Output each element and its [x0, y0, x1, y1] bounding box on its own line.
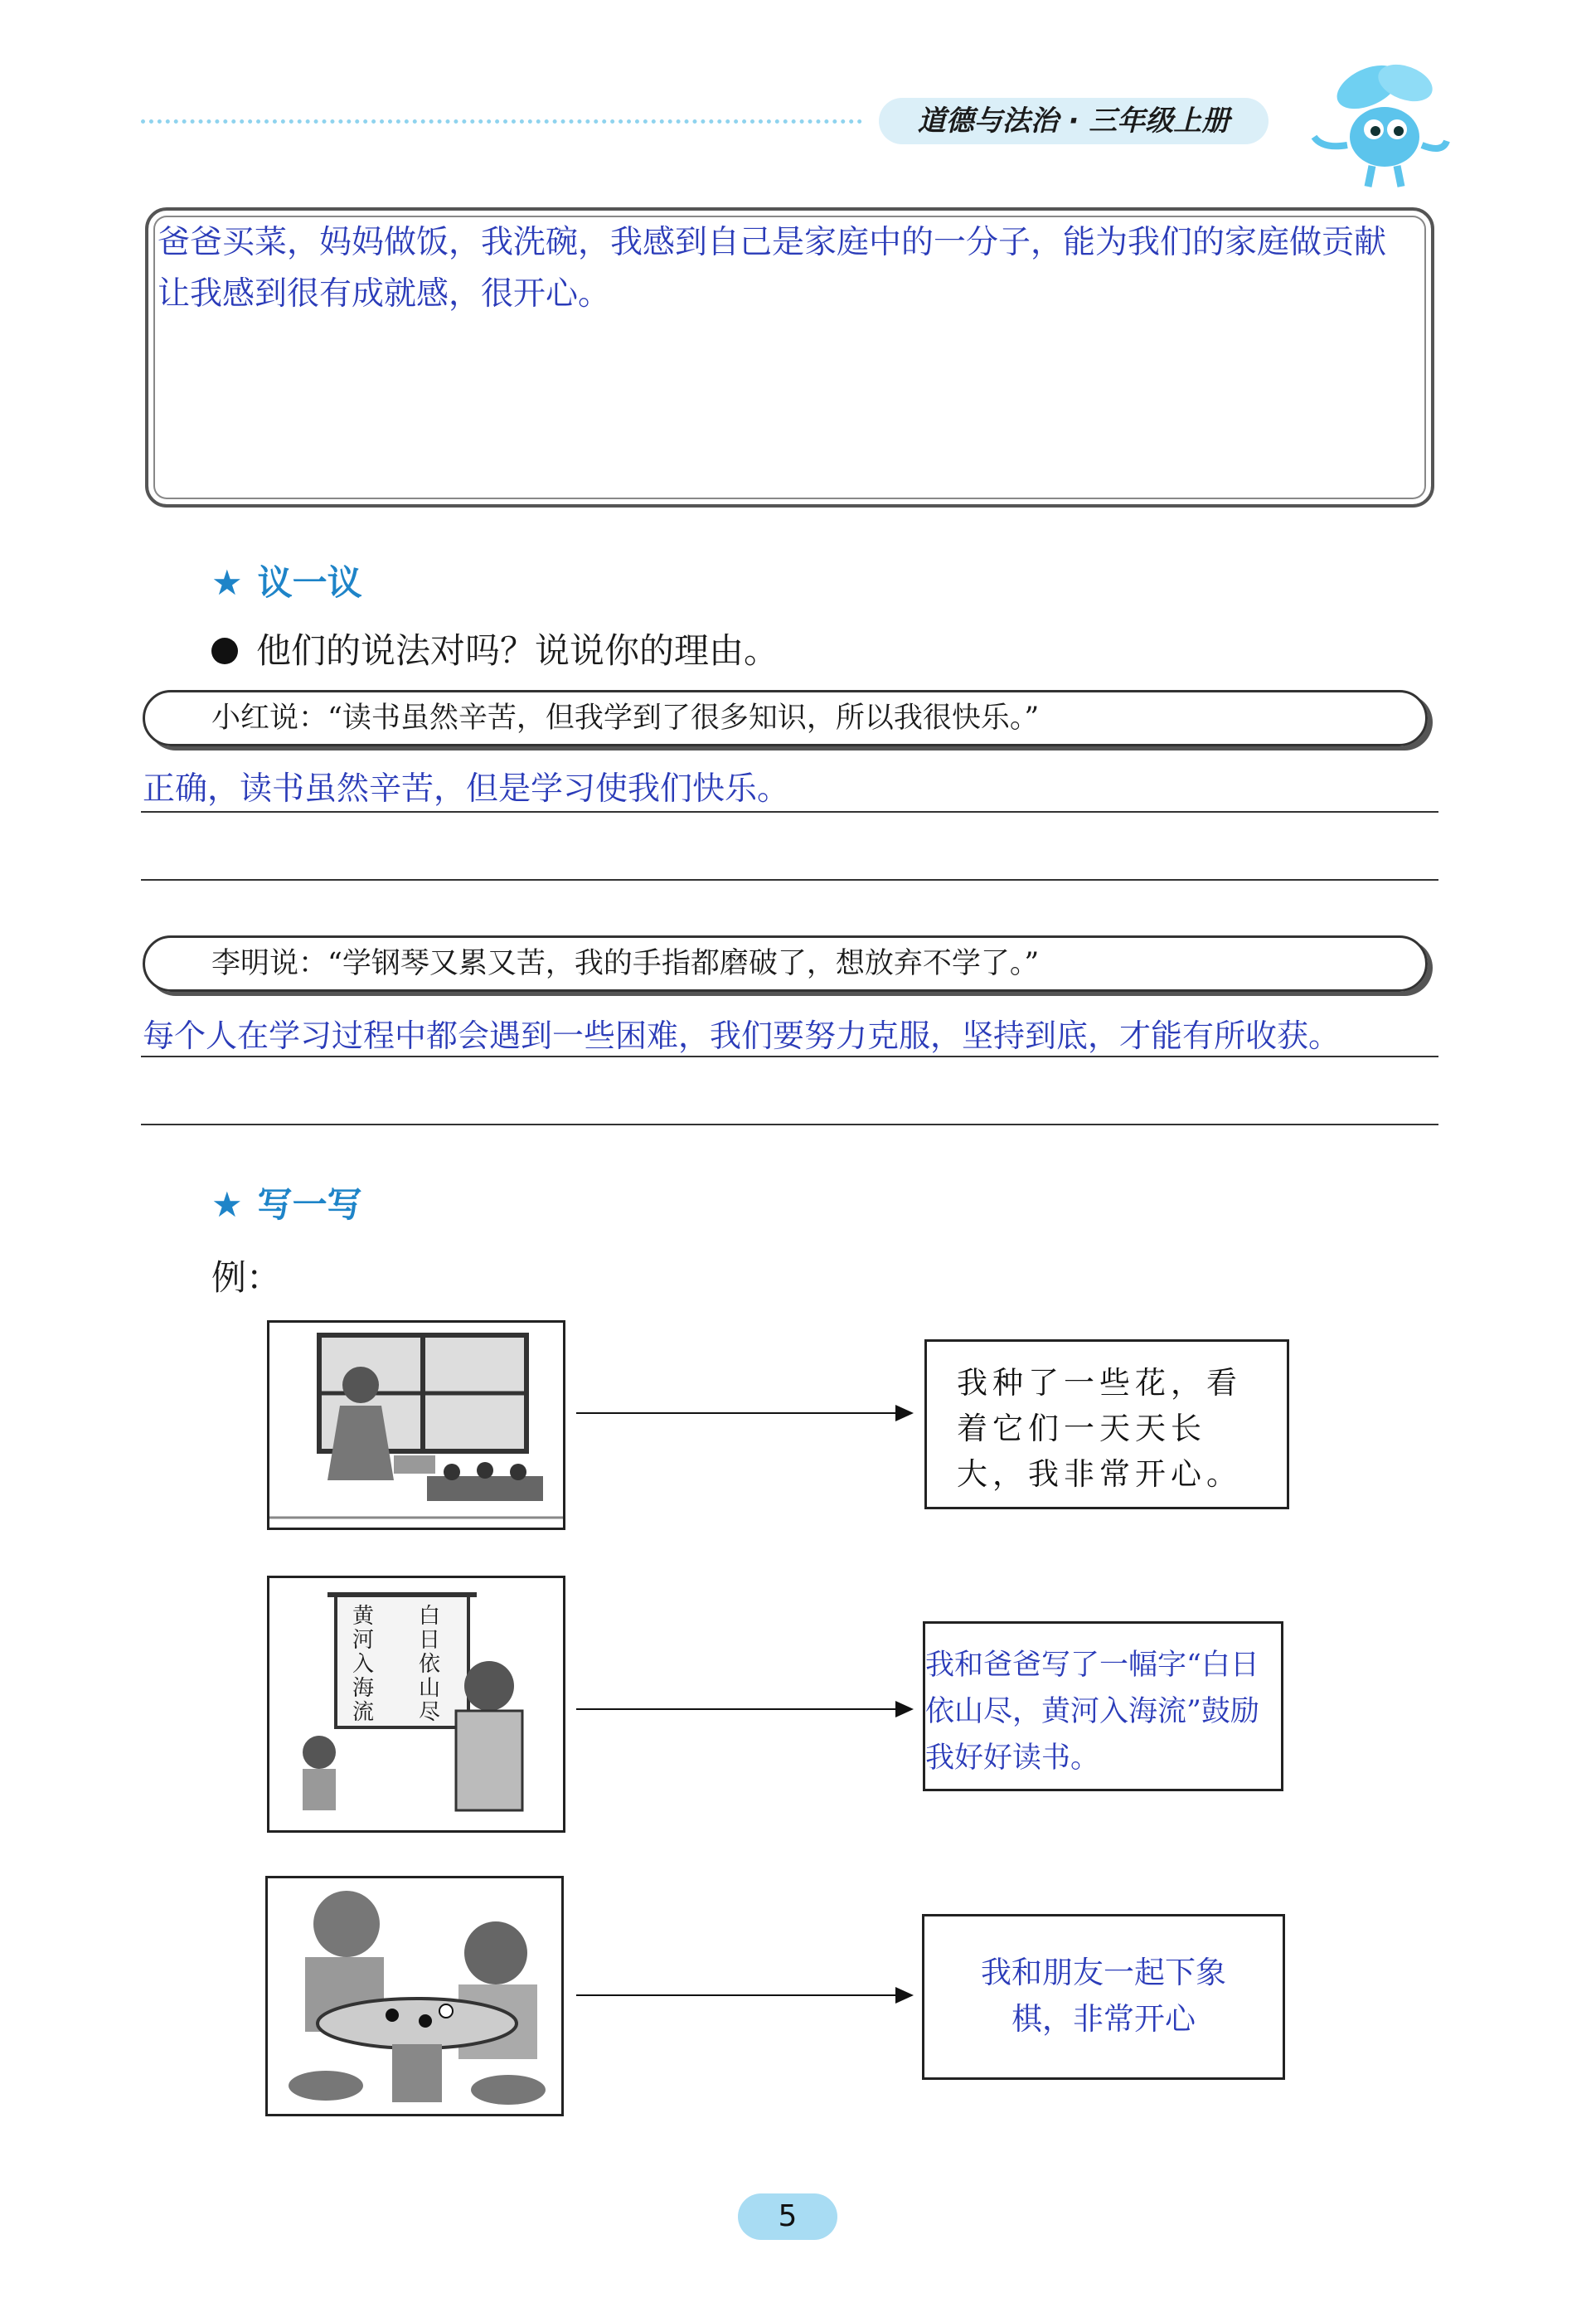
- header-dotted-line: [141, 119, 862, 124]
- answer-text-box: [923, 1621, 1283, 1791]
- girl-watering-icon: [269, 1323, 565, 1530]
- book-title: 道德与法治 · 三年级上册: [879, 98, 1269, 144]
- answer-line: [141, 1124, 1438, 1125]
- answer-text: 我和朋友一起下象棋，非常开心: [981, 1955, 1226, 2037]
- answer-line: [141, 1056, 1438, 1057]
- picture-girl-watering: [267, 1320, 565, 1530]
- star-icon: ★: [211, 1184, 243, 1225]
- arrow-icon: [576, 1412, 912, 1414]
- answer-line: [141, 879, 1438, 881]
- discuss-heading-label: 议一议: [257, 562, 362, 603]
- picture-chess: [265, 1876, 564, 2116]
- arrow-icon: [576, 1994, 912, 1996]
- speech-pill-xiaohong: 小红说：“读书虽然辛苦，但我学到了很多知识，所以我很快乐。”: [143, 690, 1428, 746]
- write-heading-label: 写一写: [257, 1184, 362, 1225]
- write-heading: [211, 1178, 362, 1227]
- question-text: 他们的说法对吗？说说你的理由。: [256, 630, 779, 671]
- star-icon: ★: [211, 562, 243, 603]
- mascot-icon: [1289, 50, 1455, 191]
- picture-calligraphy: [267, 1576, 565, 1833]
- answer-text-box: [922, 1914, 1285, 2080]
- page-number: 5: [738, 2193, 837, 2240]
- example-label: 例：: [211, 1257, 282, 1298]
- example-text-box: [924, 1339, 1289, 1509]
- answer-text: 我和爸爸写了一幅字“白日依山尽，黄河入海流”鼓励我好好读书。: [925, 1649, 1259, 1775]
- speech-pill-liming: 李明说：“学钢琴又累又苦，我的手指都磨破了，想放弃不学了。”: [143, 935, 1428, 992]
- answer-line: [141, 811, 1438, 813]
- scroll-left-text: 黄河入海流: [352, 1604, 375, 1725]
- calligraphy-scene-icon: [269, 1578, 565, 1833]
- example-text: 我种了一些花，看着它们一天天长大，我非常开心。: [957, 1365, 1242, 1492]
- answer-box-text: 爸爸买菜，妈妈做饭，我洗碗，我感到自己是家庭中的一分子，能为我们的家庭做贡献让我感到很有成就感，很开心。: [158, 224, 1387, 313]
- answer-liming: 每个人在学习过程中都会遇到一些困难，我们要努力克服，坚持到底，才能有所收获。: [143, 1018, 1341, 1054]
- arrow-icon: [576, 1708, 912, 1710]
- chess-scene-icon: [268, 1878, 564, 2116]
- discuss-heading: [211, 556, 362, 605]
- bullet-icon: [211, 638, 238, 664]
- discuss-question: [211, 624, 779, 673]
- answer-xiaohong: 正确，读书虽然辛苦，但是学习使我们快乐。: [143, 770, 790, 808]
- scroll-right-text: 白日依山尽: [419, 1604, 441, 1725]
